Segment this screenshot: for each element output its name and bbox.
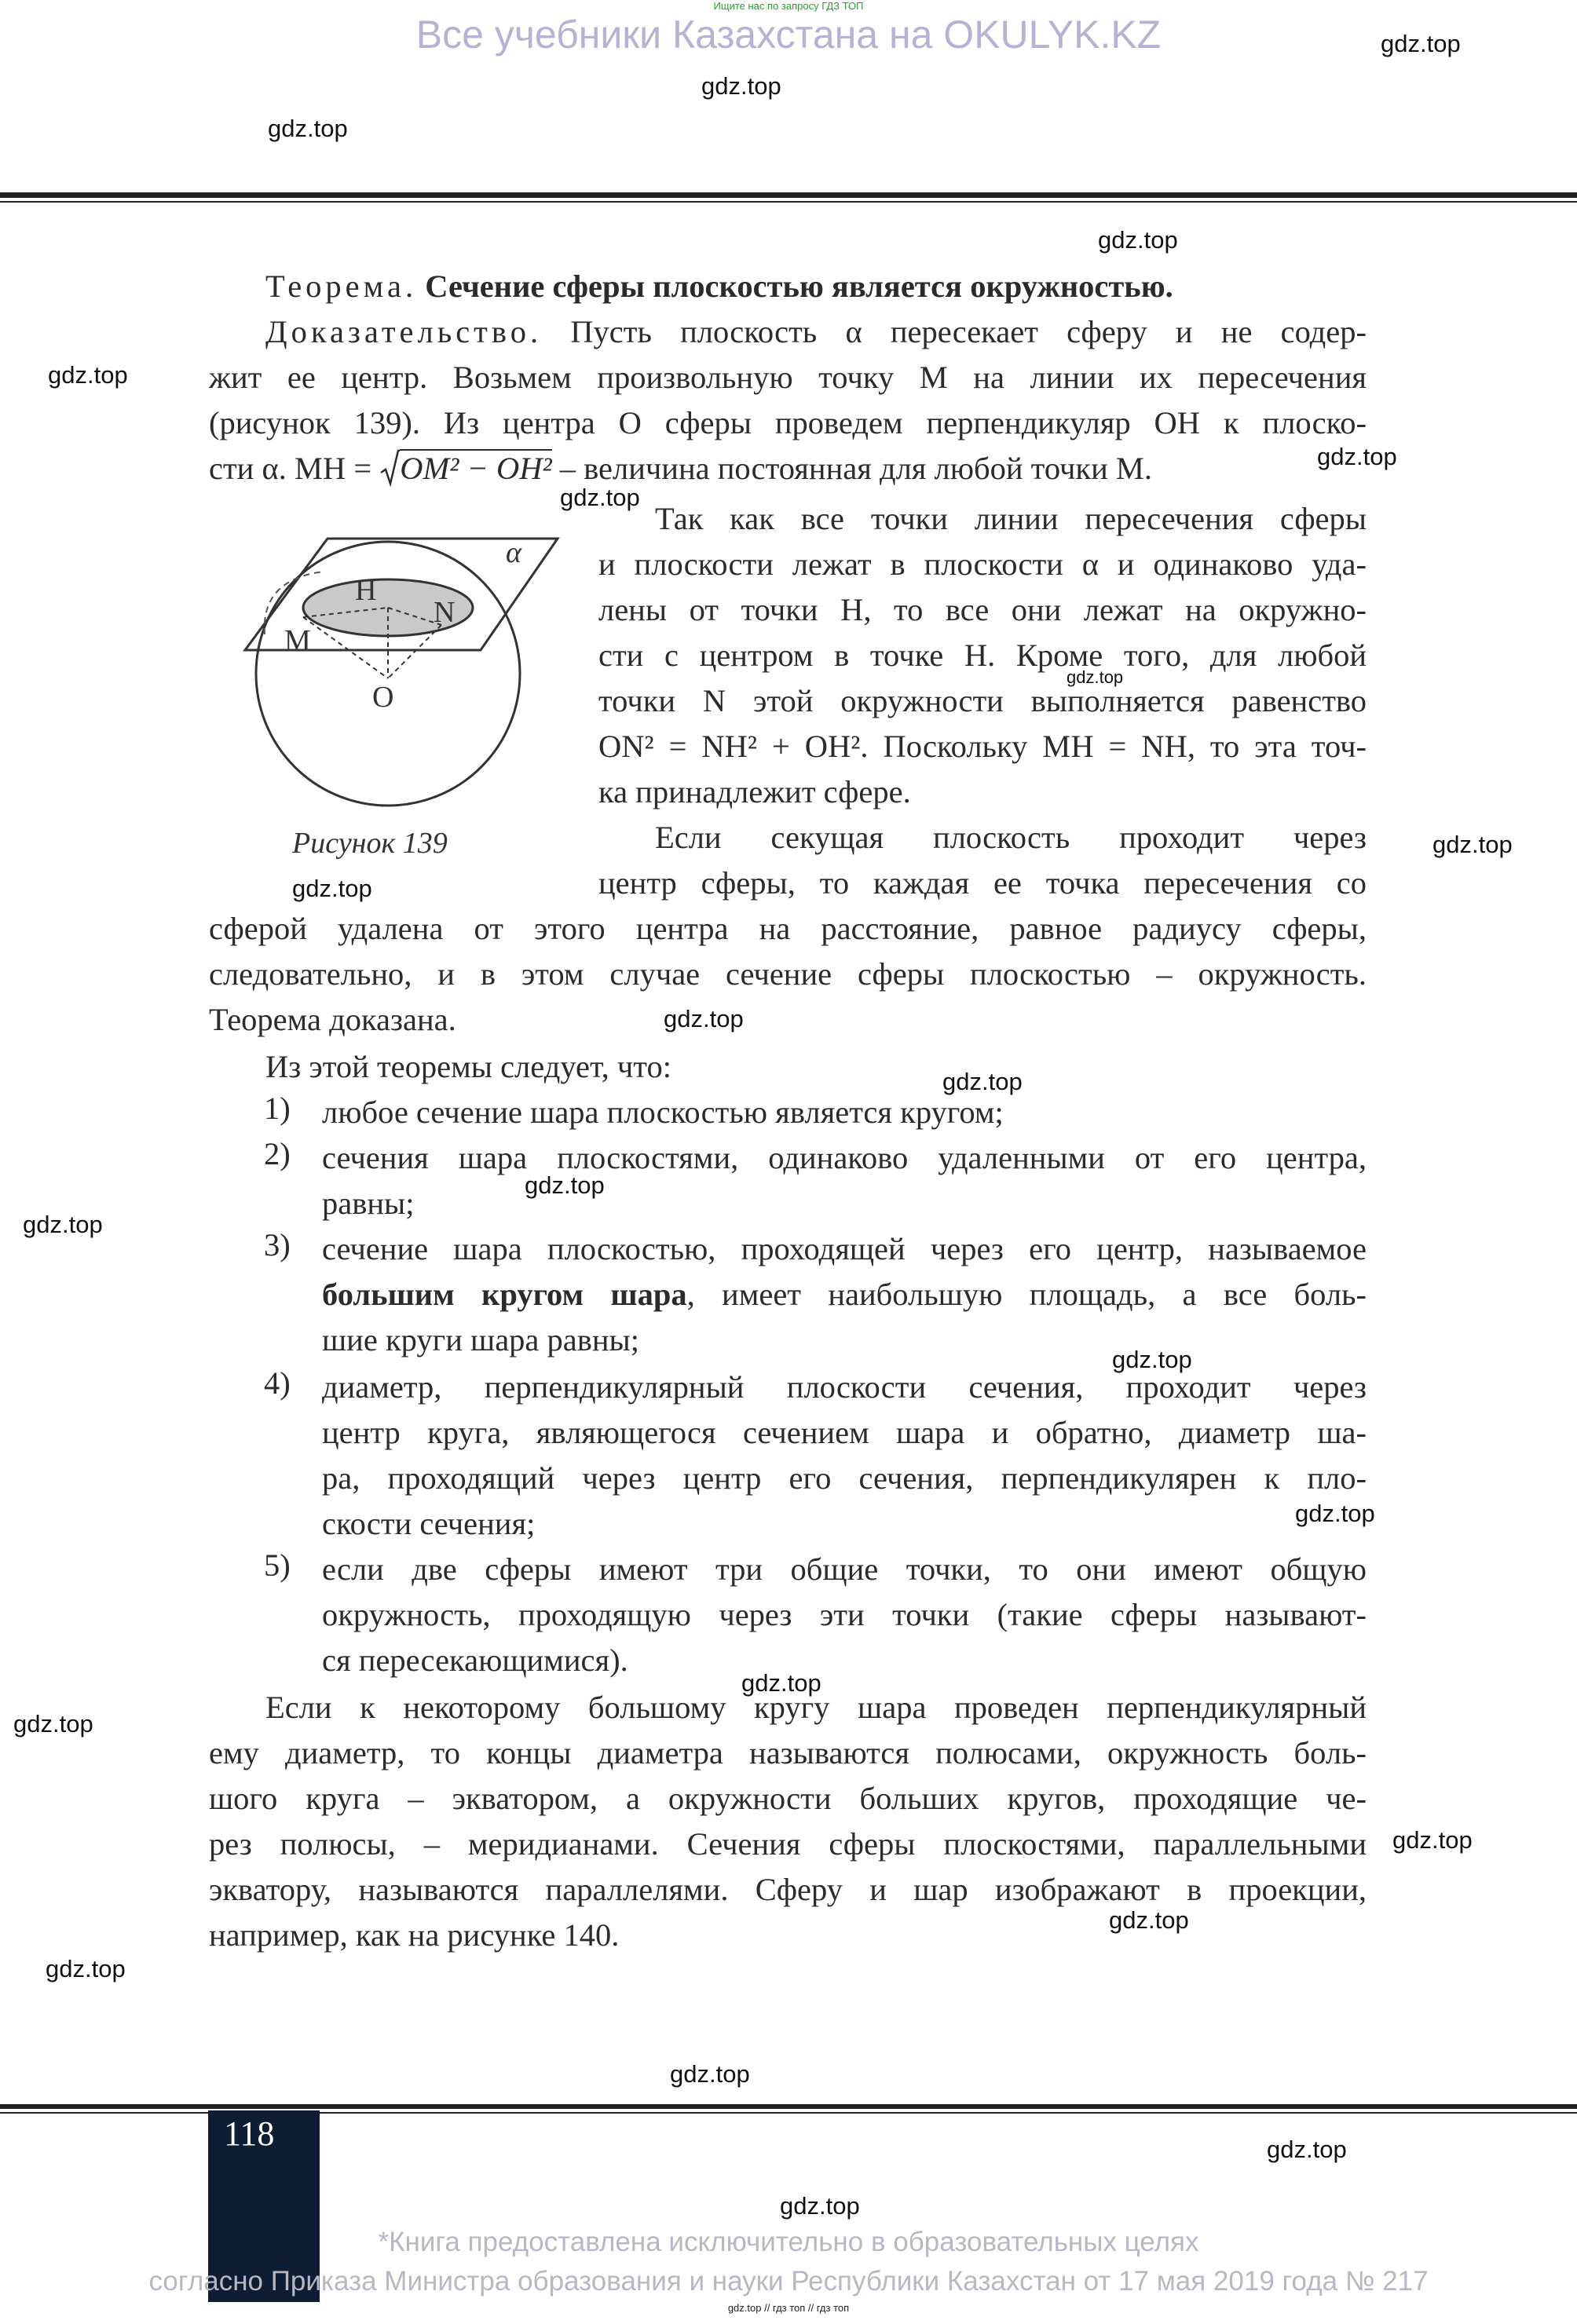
list-number: 5) (264, 1548, 291, 1583)
formula-sqrt: OM² − OH² (379, 446, 551, 491)
footer-tiny: gdz.top // гдз топ // гдз топ (727, 2302, 850, 2314)
watermark: gdz.top (1432, 831, 1513, 858)
list-number: 4) (264, 1365, 291, 1401)
proof-line: центр сферы, то каждая ее точка пересечения со (598, 865, 1367, 901)
closing-paragraph: Если к некоторому большому кругу шара проведен перпендикулярный ему диаметр, то концы диаметра называются полюсами, окружность боль- шого круга – экватором, а окружности больших кругов, проходящие че- рез полюсы, – меридианами. Сечения сферы плоскостями, параллельными экватору, называются параллелями. Сферу и шар изображают в проекции, например, как на рисунке 140. (209, 1690, 1367, 1953)
proof-line: Так как все точки линии пересечения сферы (655, 501, 1367, 536)
theorem-statement: Сечение сферы плоскостью является окружностью. (425, 269, 1173, 304)
proof-line: сти α. MH = (209, 451, 372, 486)
footer-rule (0, 2104, 1577, 2109)
proof-line: ON² = NH² + OH². Поскольку MH = NH, то эта точ- (598, 729, 1367, 764)
list-item: диаметр, перпендикулярный плоскости сечения, проходит через центр круга, являющегося сечением шара и обратно, диаметр ша- ра, проходящий через центр его сечения, перпендикулярен к пло- скости сечения; (322, 1369, 1367, 1541)
list-item: любое сечение шара плоскостью является кругом; (322, 1094, 1004, 1130)
watermark: gdz.top (780, 2192, 860, 2220)
watermark: gdz.top (48, 361, 128, 389)
theorem (265, 264, 1365, 309)
watermark: gdz.top (1067, 667, 1124, 687)
proof-paragraph (209, 309, 1367, 491)
watermark: gdz.top (664, 1005, 744, 1032)
proof-line: сти с центром в точке H. Кроме того, для любой (598, 638, 1367, 673)
theorem-label: Теорема. (265, 269, 418, 304)
proof-continuation (209, 906, 1367, 1043)
proof-right-column (598, 496, 1367, 906)
watermark: gdz.top (525, 1171, 605, 1199)
watermark: gdz.top (1098, 226, 1178, 254)
proof-label: Доказательство. (265, 314, 543, 349)
site-banner[interactable]: Все учебники Казахстана на OKULYK.KZ (415, 13, 1162, 57)
figure-139 (206, 524, 575, 823)
watermark: gdz.top (942, 1068, 1023, 1095)
footer-note: согласно Приказа Министра образования и науки Республики Казахстан от 17 мая 2019 года № 217 (148, 2266, 1429, 2297)
watermark: gdz.top (23, 1211, 103, 1238)
proof-line: Если секущая плоскость проходит через (655, 820, 1367, 855)
list-number: 1) (264, 1091, 291, 1126)
page-number: 118 (224, 2114, 275, 2153)
watermark: gdz.top (560, 484, 640, 511)
proof-line: лены от точки H, то все они лежат на окружно- (598, 592, 1367, 627)
watermark: gdz.top (1317, 443, 1397, 470)
watermark: gdz.top (1381, 30, 1461, 57)
label-h: H (355, 574, 377, 607)
proof-line: и плоскости лежат в плоскости α и одинаково уда- (598, 546, 1367, 582)
header-rule (0, 192, 1577, 198)
proof-line: точки N этой окружности выполняется равенство (598, 683, 1367, 718)
term-great-circle: большим кругом шара (322, 1277, 687, 1312)
proof-line: Теорема доказана. (209, 1002, 456, 1037)
label-o: O (372, 681, 394, 714)
watermark: gdz.top (1267, 2136, 1347, 2163)
watermark: gdz.top (46, 1955, 126, 1982)
watermark: gdz.top (1295, 1500, 1375, 1527)
proof-line: ка принадлежит сфере. (598, 774, 911, 809)
watermark: gdz.top (13, 1710, 93, 1738)
sqrt-sign (379, 449, 400, 488)
header-rule-thin (0, 201, 1577, 203)
figure-caption: Рисунок 139 (292, 827, 448, 860)
list-number: 3) (264, 1227, 291, 1262)
proof-line: сферой удалена от этого центра на расстояние, равное радиусу сферы, (209, 911, 1367, 946)
footer-note: *Книга предоставлена исключительно в образовательных целях (378, 2227, 1199, 2257)
top-notice: Ищите нас по запросу ГДЗ ТОП (713, 0, 864, 12)
proof-line: Пусть плоскость α пересекает сферу и не содер- (570, 314, 1367, 349)
list-item: если две сферы имеют три общие точки, то они имеют общую окружность, проходящую через эти точки (такие сферы называют- ся пересекающимися). (322, 1551, 1367, 1678)
watermark: gdz.top (1109, 1906, 1189, 1934)
list-number: 2) (264, 1136, 291, 1171)
watermark: gdz.top (268, 115, 348, 142)
proof-line: жит ее центр. Возьмем произвольную точку M на линии их пересечения (209, 360, 1367, 395)
watermark: gdz.top (1112, 1346, 1192, 1373)
proof-line: (рисунок 139). Из центра O сферы проведем перпендикуляр OH к плоско- (209, 405, 1367, 440)
label-n: N (434, 596, 456, 629)
watermark: gdz.top (670, 2060, 750, 2088)
label-m: M (284, 624, 311, 657)
list-item: сечения шара плоскостями, одинаково удаленными от его центра, равны; (322, 1140, 1367, 1221)
proof-line: следовательно, и в этом случае сечение сферы плоскостью – окружность. (209, 956, 1367, 992)
consequences-intro: Из этой теоремы следует, что: (265, 1049, 671, 1084)
watermark: gdz.top (1392, 1826, 1473, 1854)
list-item: сечение шара плоскостью, проходящей через его центр, называемое большим кругом шара, имеет наибольшую площадь, а все боль- шие круги шара равны; (322, 1231, 1367, 1357)
watermark: gdz.top (292, 875, 372, 902)
watermark: gdz.top (741, 1669, 821, 1697)
watermark: gdz.top (701, 72, 781, 100)
proof-line: – величина постоянная для любой точки M. (559, 451, 1153, 486)
label-alpha: α (506, 536, 521, 569)
